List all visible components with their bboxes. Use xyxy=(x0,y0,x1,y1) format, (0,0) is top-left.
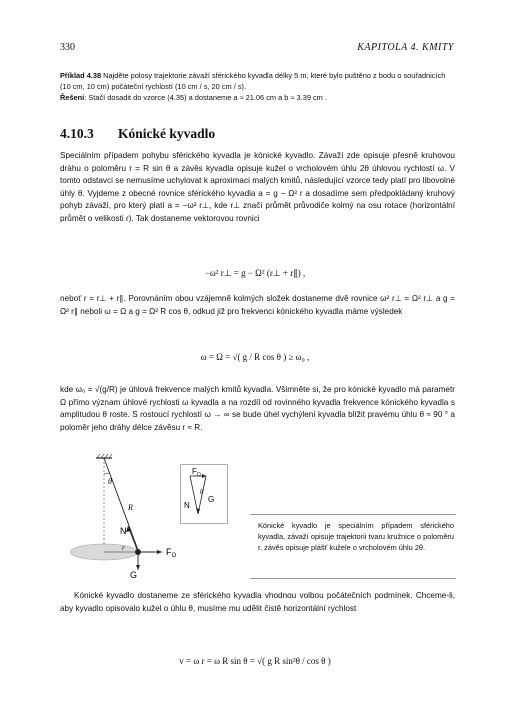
paragraph-1: Speciálním případem pohybu sférického kyvadla je kónické kyvadlo. Závaží zde opisuje přesně kruhovou dráhu o poloměru r = R sin θ a závěs kyvadla opisuje kužel o vrcholovém úhlu 2θ úhlovou rychlostí ω. V tomto odstavci se nemusíme uchylovat k aproximaci malých kmitů, následující vzorce tedy platí pro libovolné úhly θ. Vyjdeme z obecné rovnice sférického kyvadla a = g − Ω² r a dosadíme sem předpokládaný kruhový pohyb závaží, pro který platí a = −ω² r⊥, kde r⊥ značí průmět průvodiče kolmý na osu rotace (horizontální průmět o velikosti r). Tak dostaneme vektorovou rovnici xyxy=(60,151,455,223)
section-title: Kónické kyvadlo xyxy=(118,126,216,141)
section-number: 4.10.3 xyxy=(60,126,94,141)
label-G: G xyxy=(130,570,138,580)
angle-arc xyxy=(104,473,110,474)
solution-label: Řešení xyxy=(60,93,85,102)
equation-1: −ω² r⊥ = g − Ω² (r⊥ + r∥) , xyxy=(204,268,306,278)
inset-label-G: G xyxy=(208,495,215,504)
label-Fo: $F_O$ xyxy=(166,547,177,559)
label-theta: θ xyxy=(108,477,112,486)
inset-label-Fo: $F_O$ xyxy=(192,467,201,478)
paragraph-3: kde ω₀ = √(g/R) je úhlová frekvence malých kmitů kyvadla. Všimněte si, že pro kónické kyvadlo má parametr Ω přímo význam úhlové rychlosti ω kyvadla a na rozdíl od rovinného kyvadla frekvence kónického kyvadla s amplitudou θ roste. S rostoucí rychlostí ω → ∞ se bude úhel vychýlení kyvadla blížit pravému úhlu θ ≈ 90 ° a poloměr jeho dráhy délce závěsu r ≈ R. xyxy=(60,385,455,432)
label-R: R xyxy=(128,503,133,512)
example-block xyxy=(60,70,455,103)
caption-top-rule xyxy=(250,514,456,515)
example-text: Najděte polosy trajektorie závaží sférického kyvadla délky 5 m, které bylo puštěno z bodu o souřadnicích (10 cm, 10 cm) počáteční rychlostí (10 cm / s, 20 cm / s). xyxy=(60,71,446,91)
page-number: 330 xyxy=(60,42,75,53)
paragraph-2: neboť r = r⊥ + r∥. Porovnáním obou vzájemně kolmých složek dostaneme dvě rovnice ω² r⊥ = Ω² r⊥ a g = Ω² r∥ neboli ω = Ω a g = Ω² R cos θ, odkud již pro frekvenci kónického kyvadla máme výsledek xyxy=(60,294,455,316)
label-r: r xyxy=(122,544,125,552)
inset-label-theta: θ xyxy=(200,488,204,496)
example-label: Příklad 4.38 xyxy=(60,71,102,80)
equation-3: v = ω r = ω R sin θ = √( g R sin²θ / cos θ ) xyxy=(179,656,331,666)
solution-text: : Stačí dosadit do vzorce (4.35) a dostaneme a ≈ 21.06 cm a b ≈ 3.39 cm . xyxy=(84,93,327,102)
pendulum-string xyxy=(104,458,138,550)
equation-2: ω = Ω = √( g / R cos θ ) ≥ ω₀ , xyxy=(200,352,310,362)
inset-label-N: N xyxy=(184,501,190,510)
section-heading xyxy=(60,126,215,142)
label-N: N xyxy=(120,526,127,536)
paragraph-4: Kónické kyvadlo dostaneme ze sférického kyvadla vhodnou volbou počátečních podmínek. Chceme-li, aby kyvadlo opisovalo kužel o úhlu θ, musíme mu udělit čistě horizontální rychlost xyxy=(60,591,455,613)
caption-bottom-rule xyxy=(250,578,456,579)
figure-caption: Kónické kyvadlo je speciálním případem sférického kyvadla, závaží opisuje trajektorii tvaru kružnice o poloměru r, závěs opisuje plášť kužele o vrcholovém úhlu 2θ. xyxy=(258,521,454,553)
force-triangle-inset xyxy=(180,464,228,524)
chapter-header: KAPITOLA 4. KMITY xyxy=(357,42,454,53)
ceiling-mount xyxy=(96,454,112,458)
